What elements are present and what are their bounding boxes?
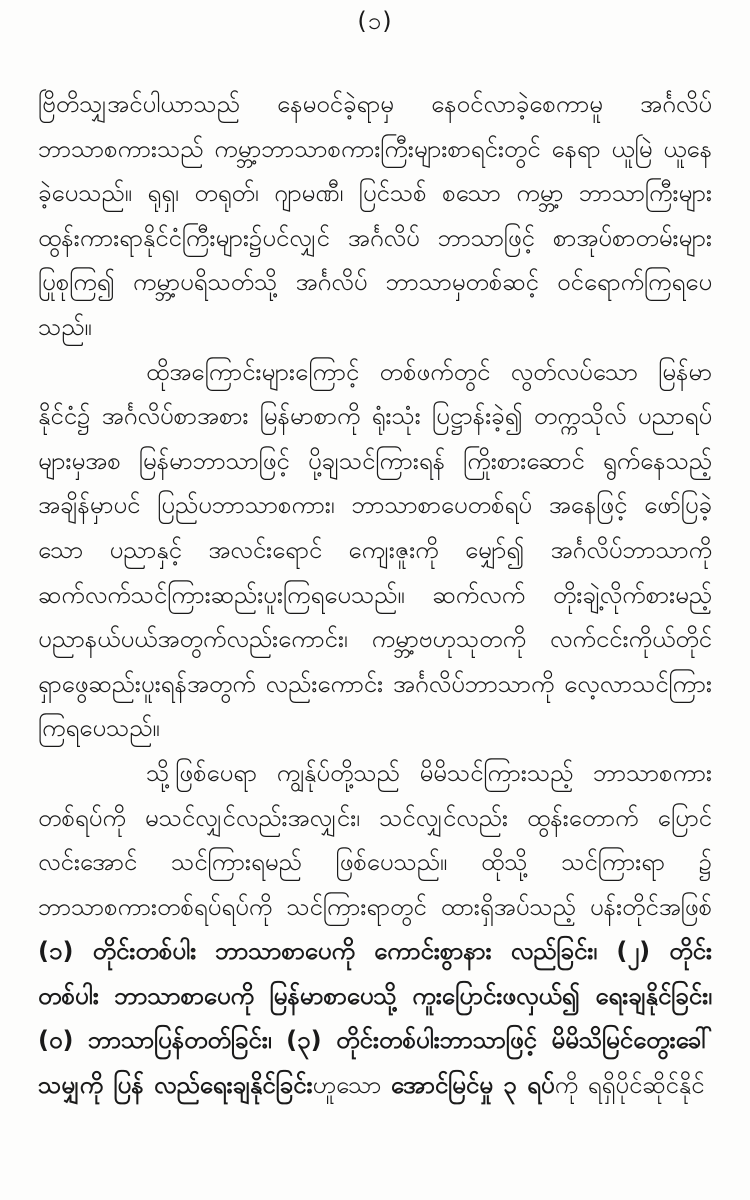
paragraph-3-tail: ကို ရရှိပိုင်ဆိုင်နိုင် <box>554 1071 705 1100</box>
body-text <box>38 82 712 1108</box>
paragraph-2 <box>38 350 712 751</box>
paragraph-2-text: ထိုအကြောင်းများကြောင့် တစ်ဖက်တွင် လွတ်လပ်သော မြန်မာ နိုင်ငံ၌ အင်္ဂလိပ်စာအစား မြန်မာစာကို ရုံးသုံး ပြဋ္ဌာန်းခဲ့၍ တက္ကသိုလ် ပညာရပ်များမှအစ မြန်မာဘာသာဖြင့် ပို့ချသင်ကြားရန် ကြိုးစားဆောင် ရွက်နေသည့် အချိန်မှာပင် ပြည်ပဘာသာစကား၊ ဘာသာစာပေတစ်ရပ် အနေဖြင့် ဖော်ပြခဲ့သော ပညာနှင့် အလင်းရောင် ကျေးဇူးကို မျှော်၍ အင်္ဂလိပ်ဘာသာကို ဆက်လက်သင်ကြားဆည်းပူးကြရပေသည်။ ဆက်လက် တိုးချဲ့လိုက်စားမည့် ပညာနယ်ပယ်အတွက်လည်းကောင်း၊ ကမ္ဘာ့ဗဟုသုတကို လက်ငင်းကိုယ်တိုင် ရှာဖွေဆည်းပူးရန်အတွက် လည်းကောင်း အင်္ဂလိပ်ဘာသာကို လေ့လာသင်ကြားကြရပေသည်။ <box>38 357 712 743</box>
paragraph-1-text: ဗြိတိသျှအင်ပါယာသည် နေမဝင်ခဲ့ရာမှ နေဝင်လာခဲ့စေကာမူ အင်္ဂလိပ် ဘာသာစကားသည် ကမ္ဘာ့ဘာသာစကားကြီးများစာရင်းတွင် နေရာ ယူမြဲ ယူနေခဲ့ပေသည်။ ရုရှ၊ တရုတ်၊ ဂျာမဏီ၊ ပြင်သစ် စသော ကမ္ဘာ့ ဘာသာကြီးများ ထွန်းကားရာနိုင်ငံကြီးများ၌ပင်လျှင် အင်္ဂလိပ် ဘာသာဖြင့် စာအုပ်စာတမ်းများပြုစုကြ၍ ကမ္ဘာ့ပရိသတ်သို့ အင်္ဂလိပ် ဘာသာမှတစ်ဆင့် ဝင်ရောက်ကြရပေသည်။ <box>38 90 712 341</box>
paragraph-3-connector: ဟူသော <box>312 1071 391 1100</box>
paragraph-3-text: သို့ဖြစ်ပေရာ ကျွန်ုပ်တို့သည် မိမိသင်ကြားသည့် ဘာသာစကား တစ်ရပ်ကို မသင်လျှင်လည်းအလျှင်း၊ သင်လျှင်လည်း ထွန်းတောက် ပြောင်လင်းအောင် သင်ကြားရမည် ဖြစ်ပေသည်။ ထိုသို့ သင်ကြားရာ ၌ ဘာသာစကားတစ်ရပ်ရပ်ကို သင်ကြားရာတွင် ထားရှိအပ်သည့် ပန်းတိုင်အဖြစ် <box>38 758 712 921</box>
page-number: (၁) <box>357 7 393 35</box>
paragraph-3 <box>38 751 712 1108</box>
paragraph-3-bold-goals: (၁) တိုင်းတစ်ပါး ဘာသာစာပေကို ကောင်းစွာနား လည်ခြင်း၊ (၂) တိုင်းတစ်ပါး ဘာသာစာပေကို မြန်မာစာပေသို့ ကူးပြောင်းဖလှယ်၍ ရေးချနိုင်ခြင်း၊ (ဝ) ဘာသာပြန်တတ်ခြင်း၊ (၃) တိုင်းတစ်ပါးဘာသာဖြင့် မိမိသိမြင်တွေးခေါ်သမျှကို ပြန် လည်ရေးချနိုင်ခြင်း <box>38 937 712 1100</box>
paragraph-1 <box>38 82 712 350</box>
paragraph-3-bold-achievements: အောင်မြင်မှု ၃ ရပ် <box>390 1071 555 1100</box>
